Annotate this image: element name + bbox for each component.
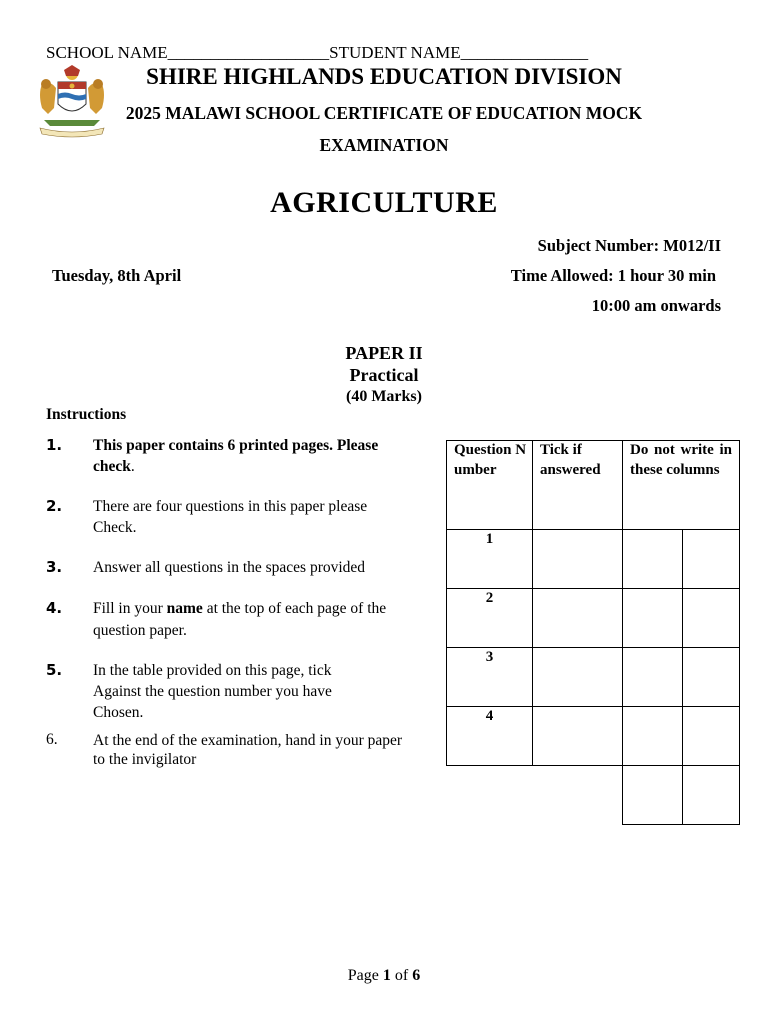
empty-cell xyxy=(447,766,533,825)
start-time: 10:00 am onwards xyxy=(591,296,721,315)
footer-current-page: 1 xyxy=(382,967,391,984)
instruction-number: 3. xyxy=(46,558,63,576)
instruction-item xyxy=(93,435,413,477)
examiner-cell xyxy=(623,589,683,648)
instruction-text: . xyxy=(130,458,135,475)
instruction-line: Chosen. xyxy=(93,704,144,721)
examiner-total-cell xyxy=(623,766,683,825)
footer-middle: of xyxy=(390,967,413,984)
instruction-item xyxy=(93,598,418,642)
tick-cell[interactable] xyxy=(533,589,623,648)
question-number-cell: 4 xyxy=(447,707,533,766)
paper-type: Practical xyxy=(349,365,419,385)
question-number-cell: 1 xyxy=(447,530,533,589)
tick-cell[interactable] xyxy=(533,530,623,589)
examiner-cell xyxy=(623,648,683,707)
table-row xyxy=(447,530,740,589)
footer-total-pages: 6 xyxy=(412,967,421,984)
question-tick-table xyxy=(446,440,740,825)
exam-title-line1: 2025 MALAWI SCHOOL CERTIFICATE OF EDUCATION MOCK xyxy=(125,103,643,123)
instruction-line: At the end of the examination, hand in your paper xyxy=(93,732,403,749)
examiner-cell xyxy=(682,589,739,648)
instruction-text: at the top of each page of the question paper. xyxy=(93,600,387,639)
question-number-cell: 2 xyxy=(447,589,533,648)
instruction-text: There are four questions in this paper please Check. xyxy=(93,498,368,536)
table-header-row xyxy=(447,441,740,530)
instruction-text: Answer all questions in the spaces provided xyxy=(93,559,366,576)
subject-number: Subject Number: M012/II xyxy=(537,236,721,255)
instruction-number: 2. xyxy=(46,497,63,515)
instruction-number: 5. xyxy=(46,661,63,679)
empty-cell xyxy=(533,766,623,825)
exam-date: Tuesday, 8th April xyxy=(52,266,182,285)
tick-cell[interactable] xyxy=(533,707,623,766)
instruction-bold-word: name xyxy=(166,600,203,617)
school-student-name-fields: SCHOOL NAME___________________STUDENT NAME_______________ xyxy=(46,43,589,62)
examiner-cell xyxy=(623,707,683,766)
footer-prefix: Page xyxy=(347,967,383,984)
instruction-text: This paper contains 6 printed pages. Please check xyxy=(93,437,379,475)
table-row xyxy=(447,648,740,707)
examiner-cell xyxy=(623,530,683,589)
instructions-heading: Instructions xyxy=(46,406,127,423)
examiner-only-header: Do not write in these columns xyxy=(623,441,740,530)
question-number-header: Question Number xyxy=(447,441,533,530)
instruction-number: 1. xyxy=(46,436,63,454)
table-total-row xyxy=(447,766,740,825)
examiner-cell xyxy=(682,648,739,707)
tick-if-answered-header: Tick if answered xyxy=(533,441,623,530)
examiner-cell xyxy=(682,530,739,589)
question-number-cell: 3 xyxy=(447,648,533,707)
page-footer xyxy=(0,967,768,985)
examiner-total-cell xyxy=(682,766,739,825)
instruction-text: Fill in your xyxy=(93,600,167,617)
instruction-line: In the table provided on this page, tick xyxy=(93,662,332,679)
instruction-line: to the invigilator xyxy=(93,751,197,768)
instruction-item xyxy=(93,660,428,723)
instruction-line: Against the question number you have xyxy=(93,683,332,700)
time-allowed: Time Allowed: 1 hour 30 min xyxy=(510,266,716,285)
paper-label: PAPER II xyxy=(345,343,423,363)
exam-title-line2: EXAMINATION xyxy=(319,135,449,155)
division-title: SHIRE HIGHLANDS EDUCATION DIVISION xyxy=(146,64,622,89)
table-row xyxy=(447,707,740,766)
instruction-item xyxy=(93,731,428,769)
tick-cell[interactable] xyxy=(533,648,623,707)
table-row xyxy=(447,589,740,648)
examiner-cell xyxy=(682,707,739,766)
instruction-number: 4. xyxy=(46,599,63,617)
subject-title: AGRICULTURE xyxy=(270,186,498,219)
instruction-number: 6. xyxy=(46,731,58,748)
paper-marks: (40 Marks) xyxy=(346,388,422,405)
